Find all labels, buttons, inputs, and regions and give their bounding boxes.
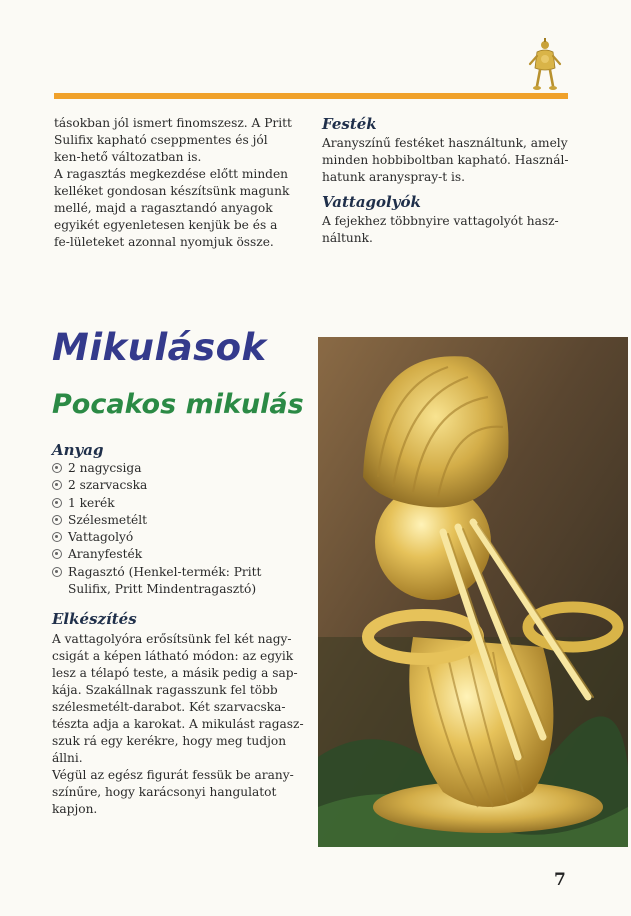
list-item: Aranyfesték xyxy=(52,546,307,563)
intro-paragraph-2: A ragasztás megkezdése előtt minden kelléket gondosan készítsünk magunk mellé, majd a ragasztandó anyagok egyikét egyenletesen kenjük be és a fe-lületeket azonnal nyomjuk össze. xyxy=(54,167,290,249)
santa-figure-photo xyxy=(318,337,628,847)
list-item: 2 nagycsiga xyxy=(52,460,307,477)
instructions-paragraph-2: Végül az egész figurát fessük be arany-színűre, hogy karácsonyi hangulatot kapjon. xyxy=(52,768,294,816)
list-item: 2 szarvacska xyxy=(52,477,307,494)
intro-paragraph-1: tásokban jól ismert finomszesz. A Pritt Sulifix kapható cseppmentes és jól ken-hető változatban is. xyxy=(54,116,292,164)
intro-left-column xyxy=(54,115,294,251)
bullet-icon xyxy=(52,567,62,577)
materials-list xyxy=(52,460,307,598)
bullet-icon xyxy=(52,549,62,559)
elkeszites-heading: Elkészítés xyxy=(52,610,137,628)
page-title: Mikulások xyxy=(52,326,267,369)
list-item: Szélesmetélt xyxy=(52,512,307,529)
page-number: 7 xyxy=(554,870,566,890)
instructions-text xyxy=(52,631,310,818)
festek-text: Aranyszínű festéket használtunk, amely minden hobbiboltban kapható. Használ-hatunk aranyspray-t is. xyxy=(322,136,569,184)
festek-heading: Festék xyxy=(322,115,377,133)
header-rule xyxy=(54,93,568,99)
bullet-icon xyxy=(52,515,62,525)
page-subtitle: Pocakos mikulás xyxy=(52,389,304,420)
vattagolyok-text: A fejekhez többnyire vattagolyót hasz-náltunk. xyxy=(322,214,559,245)
anyag-heading: Anyag xyxy=(52,441,104,459)
bullet-icon xyxy=(52,463,62,473)
list-item: Ragasztó (Henkel-termék: Pritt Sulifix, Pritt Mindentragasztó) xyxy=(52,564,307,599)
bullet-icon xyxy=(52,498,62,508)
vattagolyok-heading: Vattagolyók xyxy=(322,193,421,211)
list-item: Vattagolyó xyxy=(52,529,307,546)
gold-figure-icon xyxy=(528,38,562,94)
bullet-icon xyxy=(52,480,62,490)
list-item: 1 kerék xyxy=(52,495,307,512)
bullet-icon xyxy=(52,532,62,542)
instructions-paragraph-1: A vattagolyóra erősítsünk fel két nagy-csigát a képen látható módon: az egyik lesz a télapó teste, a másik pedig a sap-kája. Szakállnak ragasszunk fel több szélesmetélt-darabot. Két szarvacska-tészta adja a karokat. A mikulást ragasz-szuk rá egy kerékre, hogy meg tudjon állni. xyxy=(52,632,304,765)
intro-right-column xyxy=(322,115,572,247)
